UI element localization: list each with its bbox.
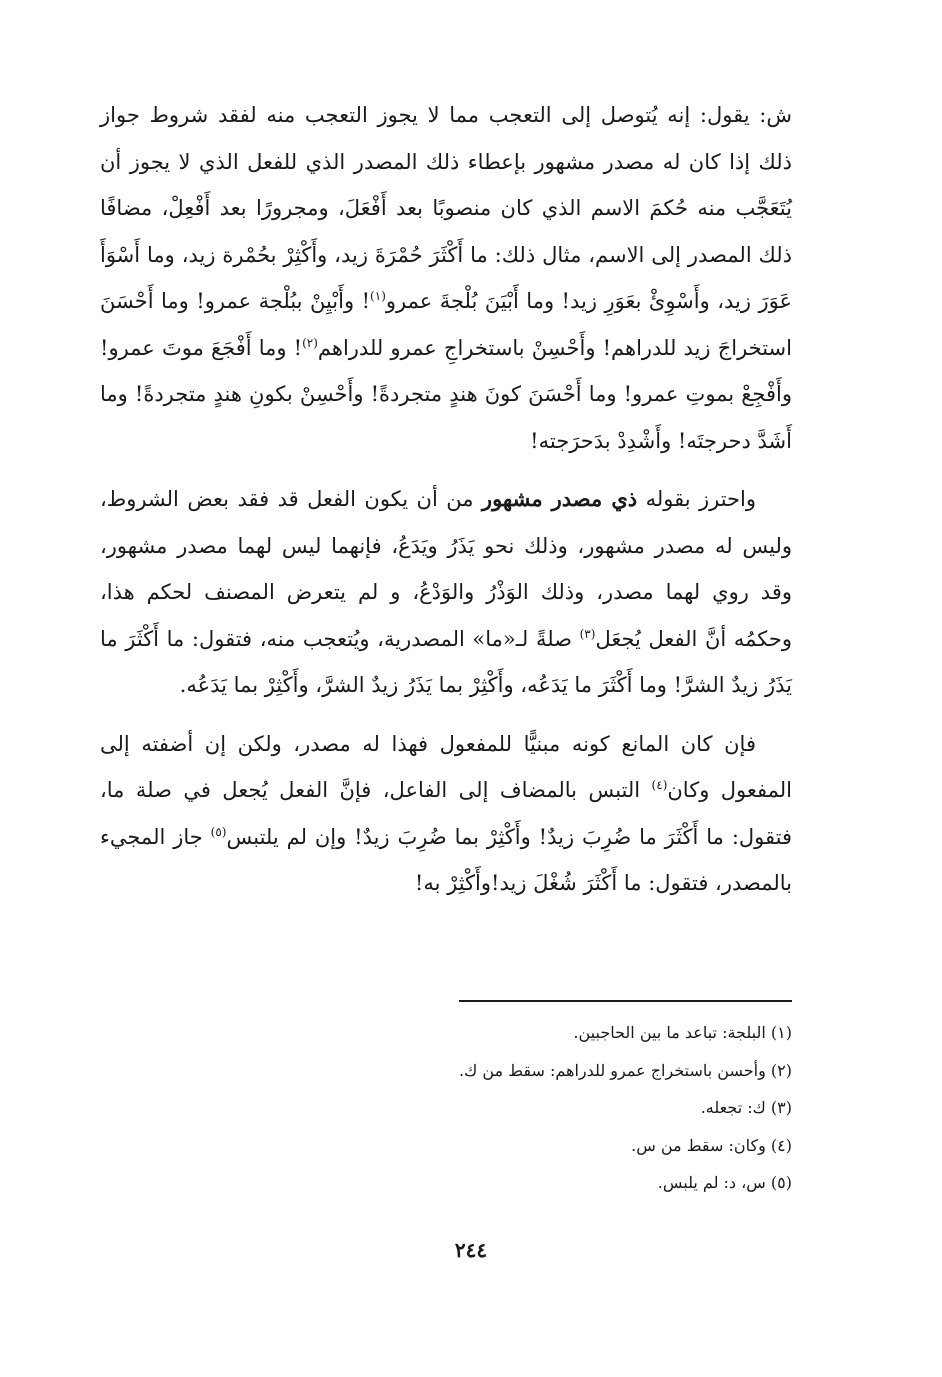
paragraph-exception xyxy=(100,476,792,709)
paragraph-text: جاز المجيء بالمصدر، فتقول: ما أَكْثَرَ شُغْلَ زيد!وأَكْثِرْ به! xyxy=(100,824,792,895)
footnote-ref: (٤) xyxy=(651,778,668,792)
paragraph-text: صلةً لـ«ما» المصدرية، ويُتعجب منه، فتقول: ما أَكْثَرَ ما يَذَرُ زيدٌ الشرَّ! وما أَكْثَرَ ما يَدَعُه، وأَكْثِرْ بما يَذَرُ زيدٌ الشرَّ، وأَكْثِرْ بما يَدَعُه. xyxy=(100,626,792,697)
footnote-item: (٤) وكان: سقط من س. xyxy=(631,1135,792,1155)
bold-term: ذي مصدر مشهور xyxy=(481,486,638,511)
paragraph-text: من أن يكون الفعل قد فقد بعض الشروط، وليس له مصدر مشهور، وذلك نحو يَذَرُ ويَدَعُ، فإنهما ليس لهما مصدر مشهور، وقد روي لهما مصدر، وذلك الوَذْرُ والوَدْعُ، و لم يتعرض المصنف لحكم هذا، وحكمُه أنَّ الفعل يُجعَل xyxy=(100,487,792,651)
main-text xyxy=(100,92,792,907)
footnote-item: (٣) ك: تجعله. xyxy=(700,1098,792,1117)
page-number: ٢٤٤ xyxy=(454,1238,488,1262)
paragraph-text: ! وما أَفْجَعَ موتَ عمرو! وأَفْجِعْ بموتِ عمرو! وما أَحْسَنَ كونَ هندٍ متجردةً! وأَحْسِنْ بكونِ هندٍ متجردةً! وما أَشَدَّ دحرجتَه! وأَشْدِدْ بدَحرَجته! xyxy=(100,335,792,453)
footnote-divider xyxy=(459,1000,792,1002)
footnote-item: (٥) س، د: لم يلبس. xyxy=(657,1173,792,1192)
footnote-item: (٢) وأحسن باستخراج عمرو للدراهم: سقط من ك. xyxy=(459,1060,792,1080)
paragraph-commentary xyxy=(100,92,792,464)
paragraph-text: واحترز بقوله xyxy=(637,487,757,511)
footnotes xyxy=(232,1014,792,1202)
footnote-ref: (١) xyxy=(370,289,386,303)
paragraph-text: ش: يقول: إنه يُتوصل إلى التعجب مما لا يجوز التعجب منه لفقد شروط جواز ذلك إذا كان له مصدر مشهور بإعطاء ذلك المصدر الذي للفعل الذي لا يجوز أن يُتَعَجَّب منه حُكمَ الاسم الذي كان منصوبًا بعد أَفْعَلَ، ومجرورًا بعد أَفْعِلْ، مضافًا ذلك المصدر إلى الاسم، مثال ذلك: ما أَكْثَرَ حُمْرَةَ زيد، وأَكْثِرْ بحُمْرة زيد، وما أَسْوَأَ عَوَرَ زيد، وأَسْوِئْ بعَوَرِ زيد! وما أَبْيَنَ بُلْجةَ عمرو xyxy=(100,103,793,313)
footnote-ref: (٣) xyxy=(579,626,596,641)
footnote-ref: (٢) xyxy=(302,335,318,350)
paragraph-text: التبس بالمضاف إلى الفاعل، فإنَّ الفعل يُجعل في صلة ما، فتقول: ما أَكْثَرَ ما ضُرِبَ زيدٌ! وأَكْثِرْ بما ضُرِبَ زيدٌ! وإن لم يلتبس xyxy=(100,778,792,849)
footnote-ref: (٥) xyxy=(210,824,227,839)
paragraph-passive xyxy=(100,721,792,907)
footnote-item: (١) البلجة: تباعد ما بين الحاجبين. xyxy=(573,1023,792,1042)
paragraph-text: ! وأَبْيِنْ ببُلْجة عمرو! وما أَحْسَنَ استخراجَ زيد للدراهم! وأَحْسِنْ باستخراجِ عمرو للدراهم xyxy=(100,289,792,360)
paragraph-text: فإن كان المانع كونه مبنيًّا للمفعول فهذا له مصدر، ولكن إن أضفته إلى المفعول وكان xyxy=(100,731,792,802)
